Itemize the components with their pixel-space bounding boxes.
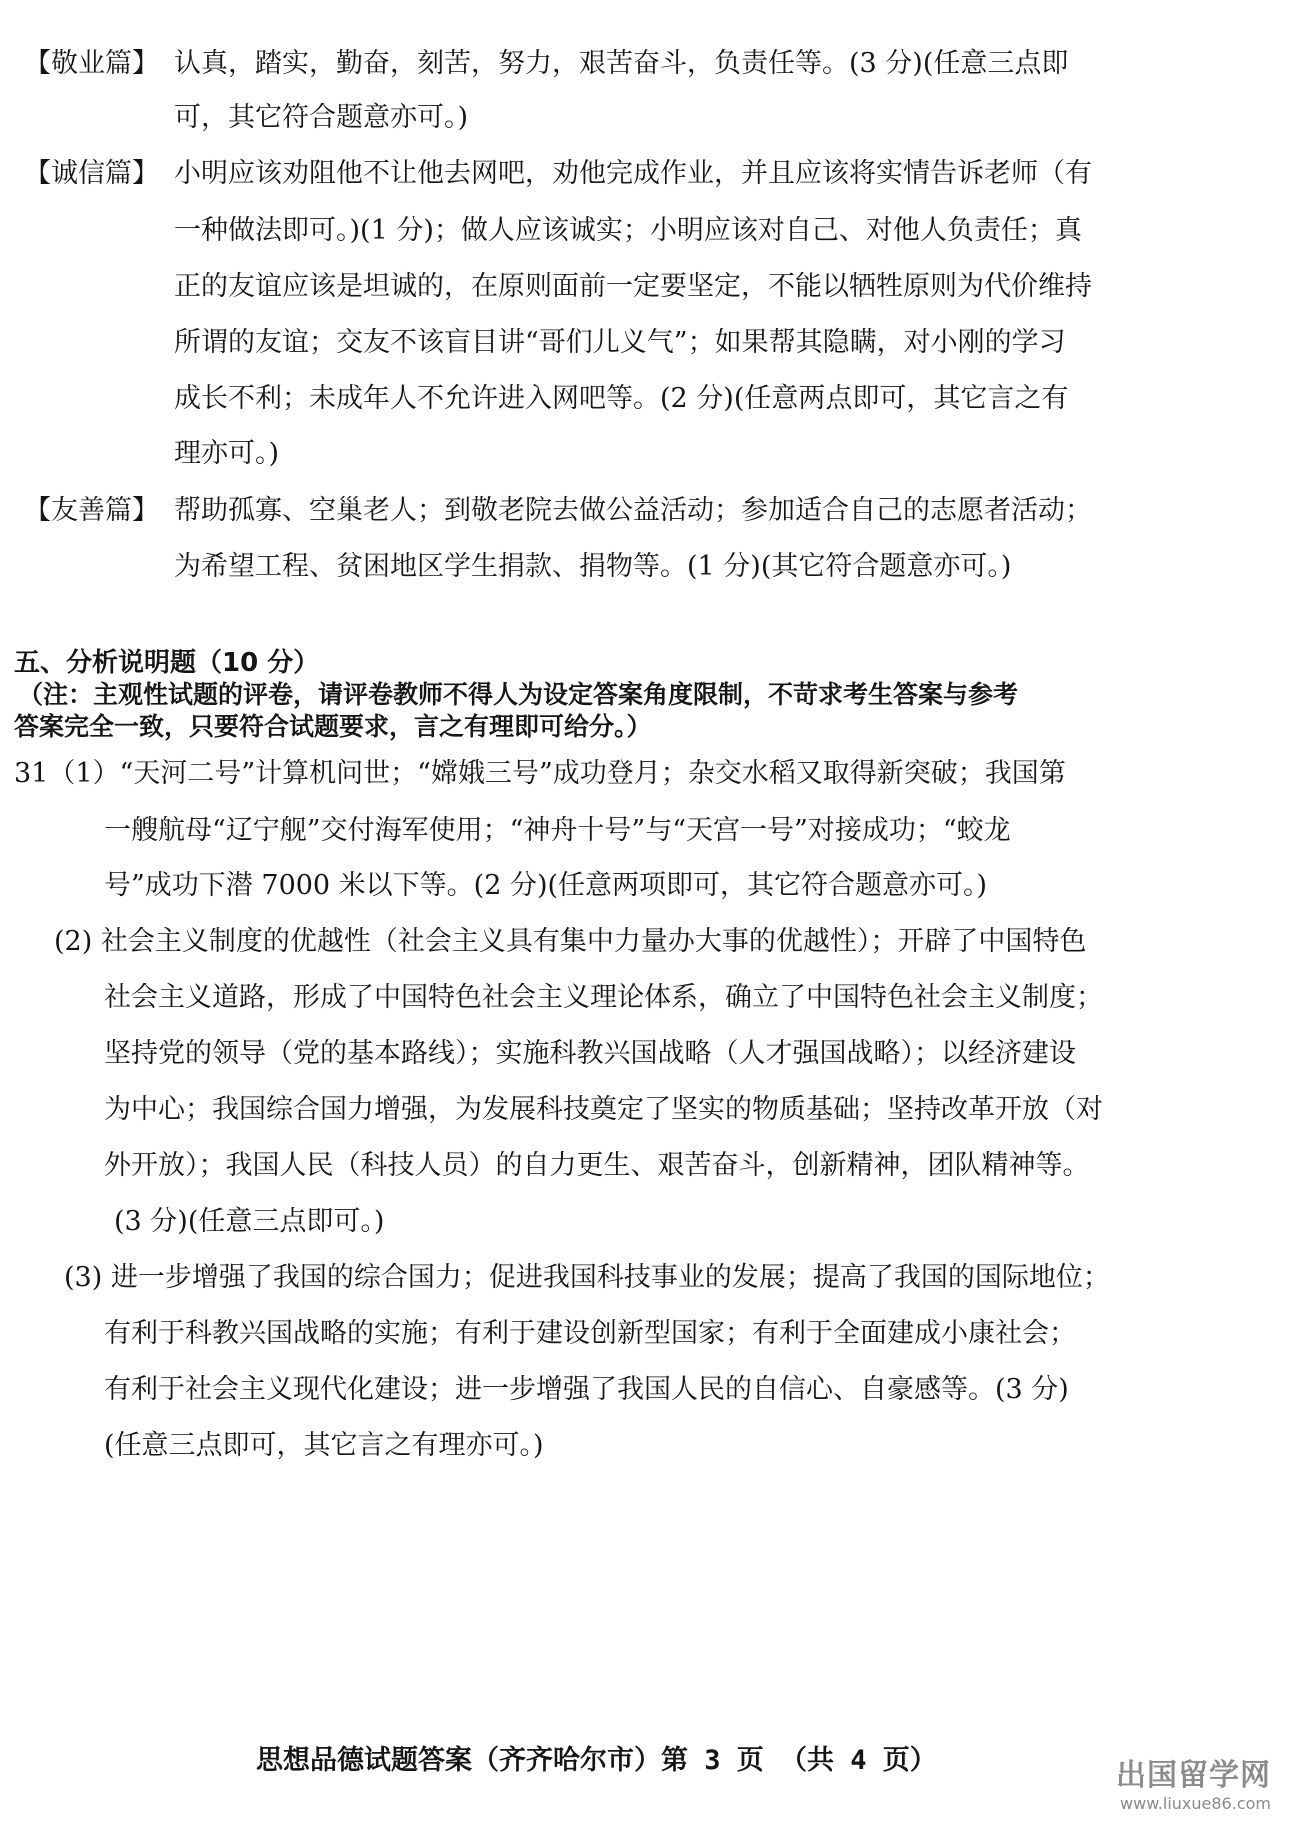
youshan-line: 为希望工程、贫困地区学生捐款、捐物等。(1 分)(其它符合题意亦可。) (174, 551, 1012, 582)
chengxin-line: 理亦可。) (174, 438, 280, 469)
section-label-chengxin: 【诚信篇】 (24, 158, 159, 189)
jingye-line: 认真，踏实，勤奋，刻苦，努力，艰苦奋斗，负责任等。(3 分)(任意三点即 (174, 48, 1069, 79)
q31-p2-line: 外开放）；我国人民（科技人员）的自力更生、艰苦奋斗，创新精神，团队精神等。 (104, 1150, 1090, 1181)
part5-title: 五、分析说明题（10 分） (14, 648, 320, 678)
q31-p2-line: 社会主义道路，形成了中国特色社会主义理论体系，确立了中国特色社会主义制度； (104, 982, 1103, 1013)
q31-p2-line: (3 分)(任意三点即可。) (114, 1206, 385, 1237)
chengxin-line: 一种做法即可。)(1 分)；做人应该诚实；小明应该对自己、对他人负责任；真 (174, 215, 1082, 246)
q31-p2-line: (2) 社会主义制度的优越性（社会主义具有集中力量办大事的优越性）；开辟了中国特色 (54, 926, 1087, 957)
q31-p1-line: 一艘航母“辽宁舰”交付海军使用；“神舟十号”与“天宫一号”对接成功；“蛟龙 (104, 815, 1011, 846)
q31-p1-line: 号”成功下潜 7000 米以下等。(2 分)(任意两项即可，其它符合题意亦可。) (104, 870, 988, 901)
chengxin-line: 所谓的友谊；交友不该盲目讲“哥们儿义气”；如果帮其隐瞒，对小刚的学习 (174, 327, 1066, 358)
jingye-line: 可，其它符合题意亦可。) (174, 102, 469, 133)
chengxin-line: 成长不利；未成年人不允许进入网吧等。(2 分)(任意两点即可，其它言之有 (174, 383, 1069, 414)
q31-p3-line: (任意三点即可，其它言之有理亦可。) (104, 1430, 544, 1461)
section-label-jingye: 【敬业篇】 (24, 48, 159, 79)
site-watermark (1116, 1750, 1271, 1813)
section-label-youshan: 【友善篇】 (24, 495, 159, 526)
watermark-url: www.liuxue86.com (1120, 1794, 1271, 1813)
chengxin-line: 正的友谊应该是坦诚的，在原则面前一定要坚定，不能以牺牲原则为代价维持 (174, 271, 1092, 302)
q31-p3-line: (3) 进一步增强了我国的综合国力；促进我国科技事业的发展；提高了我国的国际地位； (64, 1262, 1110, 1293)
youshan-line: 帮助孤寡、空巢老人；到敬老院去做公益活动；参加适合自己的志愿者活动； (174, 495, 1092, 526)
part5-note-line: 答案完全一致，只要符合试题要求，言之有理即可给分。） (14, 712, 652, 741)
chengxin-line: 小明应该劝阻他不让他去网吧，劝他完成作业，并且应该将实情告诉老师（有 (174, 158, 1092, 189)
watermark-title: 出国留学网 (1116, 1758, 1271, 1793)
q31-p2-line: 坚持党的领导（党的基本路线）；实施科教兴国战略（人才强国战略）；以经济建设 (104, 1038, 1076, 1069)
q31-p1-line: 31（1）“天河二号”计算机问世；“嫦娥三号”成功登月；杂交水稻又取得新突破；我国第 (14, 758, 1066, 789)
q31-p3-line: 有利于社会主义现代化建设；进一步增强了我国人民的自信心、自豪感等。(3 分) (104, 1374, 1069, 1405)
q31-p3-line: 有利于科教兴国战略的实施；有利于建设创新型国家；有利于全面建成小康社会； (104, 1318, 1076, 1349)
part5-note-line: （注：主观性试题的评卷，请评卷教师不得人为设定答案角度限制，不苛求考生答案与参考 (18, 680, 1019, 709)
q31-p2-line: 为中心；我国综合国力增强，为发展科技奠定了坚实的物质基础；坚持改革开放（对 (104, 1094, 1103, 1125)
page-footer: 思想品德试题答案（齐齐哈尔市）第 3 页 （共 4 页） (256, 1745, 937, 1776)
